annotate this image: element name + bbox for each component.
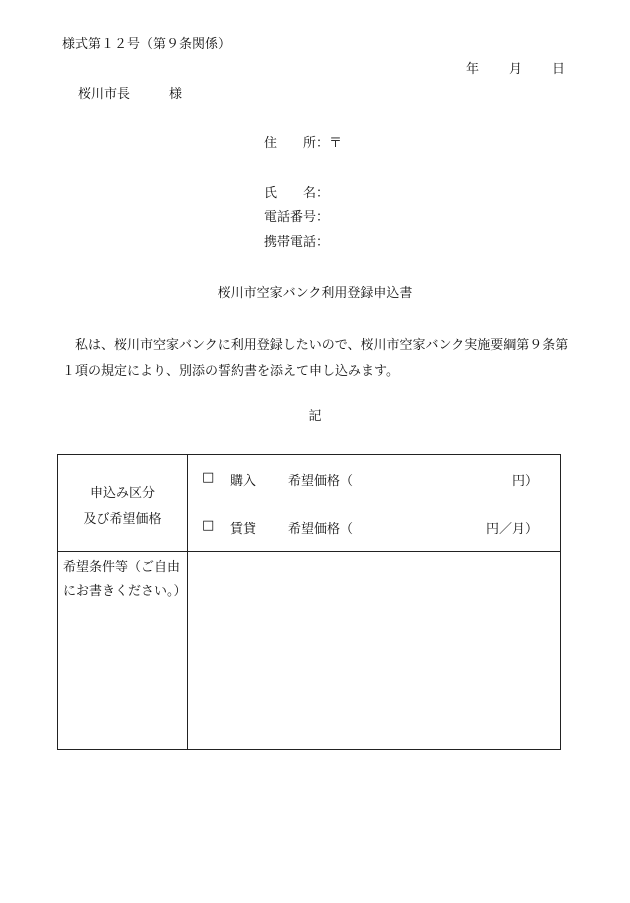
rent-price-unit: 円／月） — [485, 522, 538, 537]
conditions-label-cell — [58, 552, 188, 750]
mobile-label: 携帯電話： — [264, 235, 330, 250]
body-paragraph: 私は、桜川市空家バンクに利用登録したいので、桜川市空家バンク実施要綱第９条第１項の規定により、別添の誓約書を添えて申し込みます。 — [62, 338, 569, 379]
option-purchase-label: 購入 — [230, 474, 257, 489]
address-label: 住 所：〒 — [264, 136, 343, 151]
rent-price-label: 希望価格（ — [288, 522, 354, 537]
application-table — [57, 454, 561, 750]
category-label-cell — [58, 455, 188, 552]
category-label-line1: 申込み区分 — [89, 486, 155, 501]
date-day: 日 — [552, 62, 566, 77]
date-month: 月 — [509, 62, 523, 77]
form-number: 様式第１２号（第９条関係） — [62, 37, 232, 52]
category-options-cell — [188, 455, 561, 552]
addressee: 桜川市長 様 — [78, 87, 183, 102]
ki-heading: 記 — [308, 409, 322, 424]
conditions-field[interactable] — [188, 552, 561, 750]
name-label: 氏 名： — [264, 186, 330, 201]
option-rent-label: 賃貸 — [230, 522, 257, 537]
phone-label: 電話番号： — [264, 210, 330, 225]
purchase-price-unit: 円） — [511, 474, 538, 489]
date-year: 年 — [466, 62, 480, 77]
purchase-price-label: 希望価格（ — [288, 474, 354, 489]
category-label-line2: 及び希望価格 — [83, 512, 162, 527]
document-title: 桜川市空家バンク利用登録申込書 — [217, 286, 413, 301]
option-purchase — [188, 455, 560, 503]
checkbox-rent[interactable]: □ — [202, 518, 215, 533]
date-line — [466, 62, 565, 78]
option-rent — [188, 503, 560, 551]
checkbox-purchase[interactable]: □ — [202, 470, 215, 485]
conditions-label: 希望条件等（ご自由にお書きください。） — [63, 560, 187, 599]
